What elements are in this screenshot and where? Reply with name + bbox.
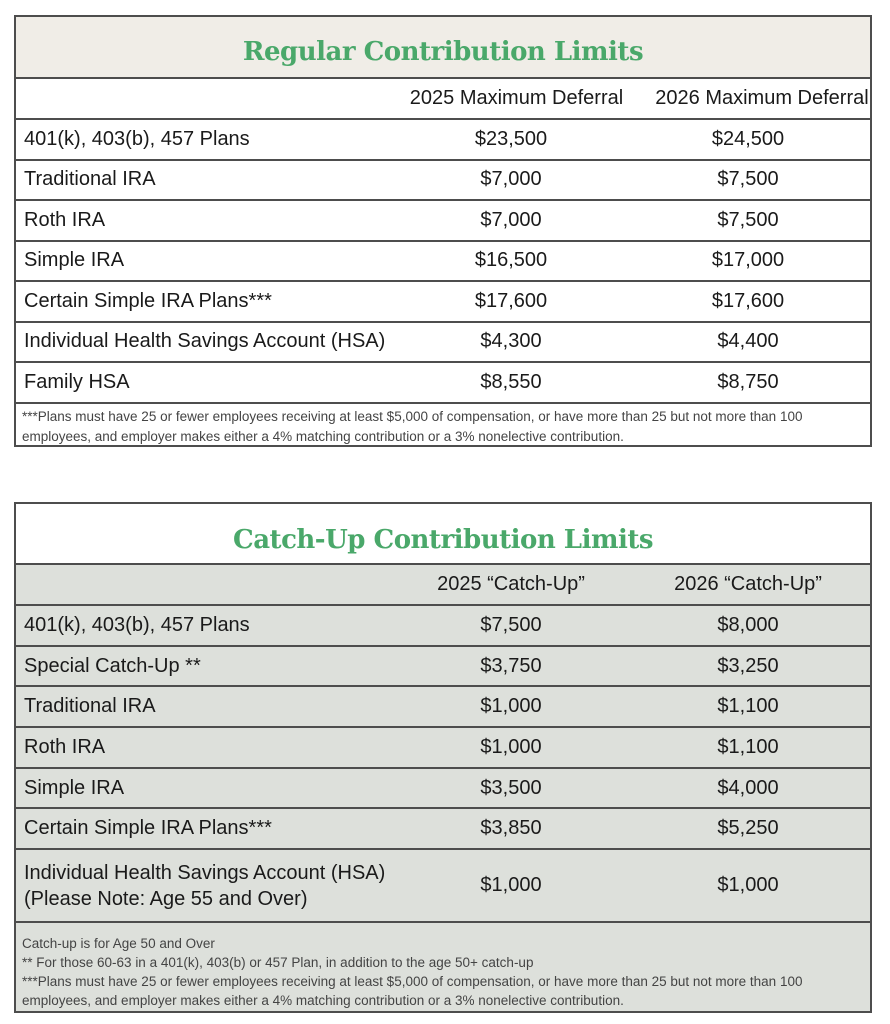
value-2025: $7,000 — [480, 168, 542, 191]
value-2026: $5,250 — [717, 817, 779, 840]
catchup-limits-title: Catch-Up Contribution Limits — [16, 504, 870, 565]
table-row — [16, 647, 870, 688]
table-row — [16, 282, 870, 323]
header-cell: 2026 “Catch-Up” — [674, 573, 822, 595]
catchup-header-row — [16, 565, 870, 606]
table-row — [16, 323, 870, 364]
value-2025: $1,000 — [480, 735, 542, 758]
header-cell: 2025 “Catch-Up” — [437, 573, 585, 595]
row-label: 401(k), 403(b), 457 Plans — [24, 613, 250, 636]
row-label: Certain Simple IRA Plans*** — [24, 289, 272, 312]
value-2025: $4,300 — [480, 330, 542, 353]
row-label: Traditional IRA — [24, 168, 156, 191]
value-2026: $1,100 — [717, 695, 779, 718]
header-cell: 2026 Maximum Deferral — [655, 87, 869, 109]
table-row — [16, 850, 870, 923]
value-2026: $7,500 — [717, 208, 779, 231]
regular-header-row — [16, 79, 870, 120]
regular-limits-table — [14, 15, 872, 447]
table-row — [16, 809, 870, 850]
row-label: Simple IRA — [24, 776, 125, 799]
value-2026: $24,500 — [711, 127, 785, 150]
row-label: Family HSA — [24, 370, 130, 393]
table-row — [16, 769, 870, 810]
row-label: Roth IRA — [24, 735, 106, 758]
row-label: Special Catch-Up ** — [24, 654, 201, 677]
catchup-note: Catch-up is for Age 50 and Over — [22, 936, 215, 952]
catchup-note: ** For those 60-63 in a 401(k), 403(b) or 457 Plan, in addition to the age 50+ catch-up — [22, 955, 534, 971]
value-2026: $8,000 — [717, 613, 779, 636]
value-2026: $17,600 — [711, 289, 785, 312]
value-2025: $3,850 — [480, 817, 542, 840]
value-2026: $8,750 — [717, 370, 779, 393]
row-label: Traditional IRA — [24, 695, 156, 718]
catchup-note: ***Plans must have 25 or fewer employees receiving at least $5,000 of compensation, or have more than 25 but not more than 100 employees, and employer makes either a 4% matching contribution or a 3% nonelective contribution. — [22, 974, 803, 1009]
table-row — [16, 363, 870, 404]
value-2026: $1,100 — [717, 735, 779, 758]
row-label: Individual Health Savings Account (HSA) — [24, 330, 386, 353]
table-row — [16, 161, 870, 202]
regular-limits-title: Regular Contribution Limits — [16, 17, 870, 79]
row-label: 401(k), 403(b), 457 Plans — [24, 127, 250, 150]
value-2025: $7,000 — [480, 208, 542, 231]
value-2025: $16,500 — [474, 249, 548, 272]
value-2025: $1,000 — [480, 695, 542, 718]
value-2025: $8,550 — [480, 370, 542, 393]
row-label: Individual Health Savings Account (HSA) (Please Note: Age 55 and Over) — [24, 861, 386, 910]
row-label: Certain Simple IRA Plans*** — [24, 817, 272, 840]
table-row — [16, 687, 870, 728]
table-row — [16, 242, 870, 283]
catchup-limits-table — [14, 502, 872, 1013]
value-2025: $1,000 — [480, 874, 542, 897]
table-row — [16, 728, 870, 769]
value-2026: $4,400 — [717, 330, 779, 353]
row-label: Roth IRA — [24, 208, 106, 231]
table-row — [16, 120, 870, 161]
regular-footnote: ***Plans must have 25 or fewer employees receiving at least $5,000 of compensation, or have more than 25 but not more than 100 employees, and employer makes either a 4% matching contribution or a 3% nonelective contribution. — [22, 408, 803, 444]
table-row — [16, 201, 870, 242]
row-label: Simple IRA — [24, 249, 125, 272]
value-2026: $7,500 — [717, 168, 779, 191]
header-cell: 2025 Maximum Deferral — [409, 87, 624, 109]
value-2025: $17,600 — [474, 289, 548, 312]
value-2026: $3,250 — [717, 654, 779, 677]
value-2025: $3,750 — [480, 654, 542, 677]
value-2025: $7,500 — [480, 613, 542, 636]
catchup-notes — [16, 923, 870, 1013]
value-2026: $17,000 — [711, 249, 785, 272]
value-2026: $1,000 — [717, 874, 779, 897]
value-2025: $3,500 — [480, 776, 542, 799]
table-row — [16, 606, 870, 647]
value-2026: $4,000 — [717, 776, 779, 799]
value-2025: $23,500 — [474, 127, 548, 150]
